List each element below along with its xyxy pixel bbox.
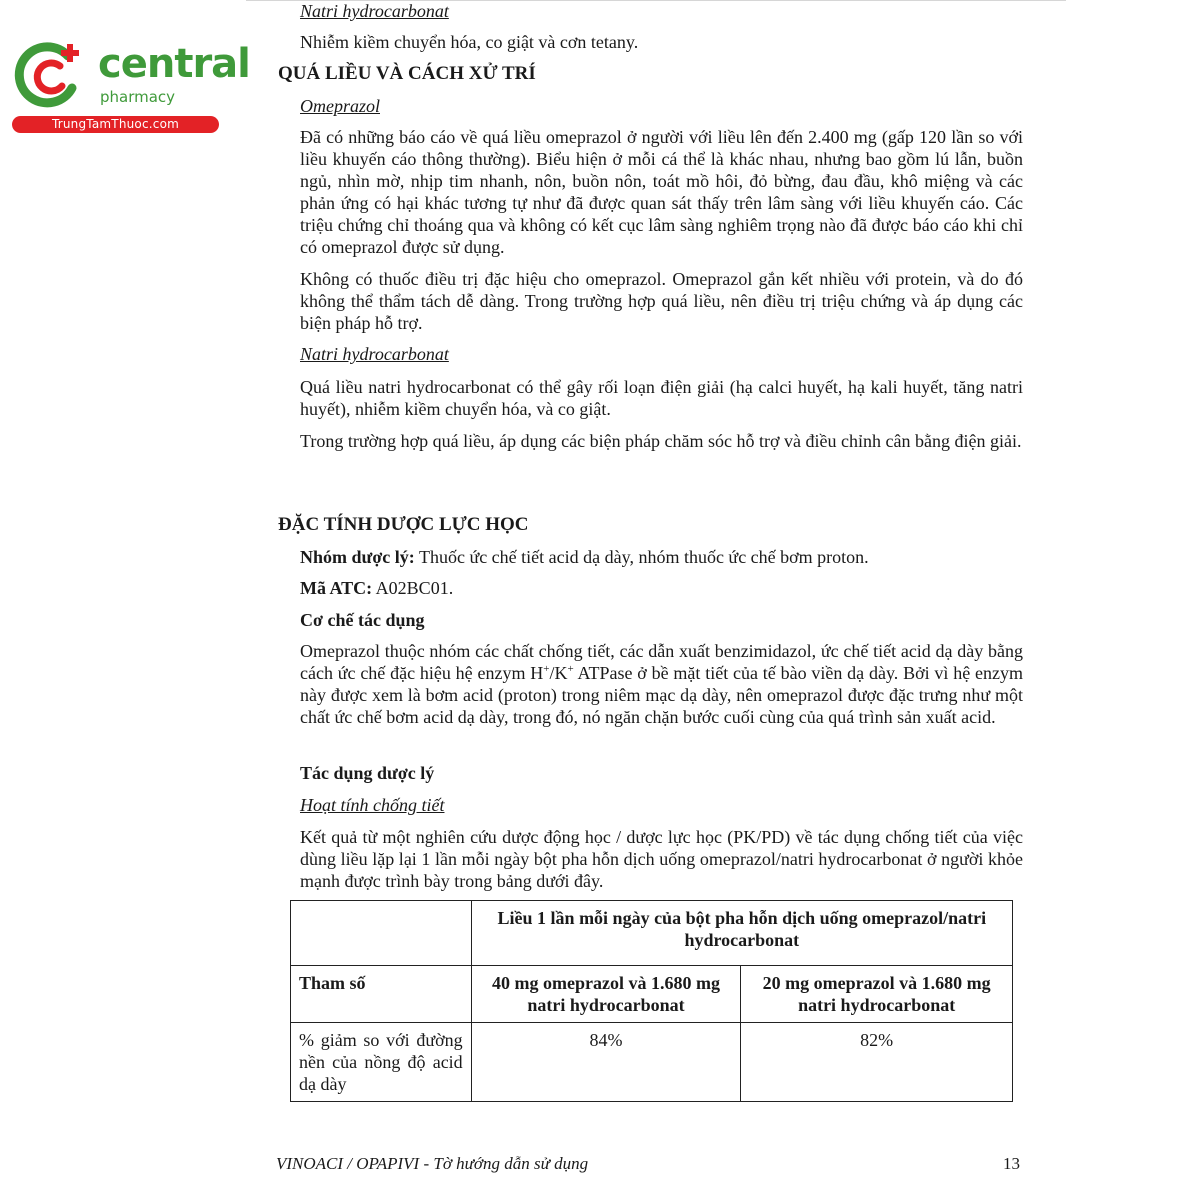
mechanism-paragraph [300, 640, 1023, 728]
brand-site-bar[interactable]: TrungTamThuoc.com [12, 116, 219, 133]
mechanism-sup-2: + [567, 663, 574, 675]
atc-code-line [300, 577, 453, 599]
natri-subheading-1: Natri hydrocarbonat [300, 1, 449, 21]
mechanism-text-b: /K [549, 663, 568, 683]
table-value-20mg: 82% [741, 1023, 1013, 1102]
natri-effect-text: Nhiễm kiềm chuyển hóa, co giật và cơn tetany. [300, 32, 639, 52]
brand-name: central [98, 41, 250, 87]
mechanism-text-c: ATPase ở bề mặt tiết của tế bào viền dạ dày. Bởi vì hệ enzym này được xem là bơm acid (proton) trong niêm mạc dạ dày, nên omeprazol được đặc trưng như một chất ức chế bơm acid dạ dày, trong đó, nó ngăn chặn bước cuối cùng của quá trình sản xuất acid. [300, 663, 1023, 727]
antisecretory-results-table [290, 900, 1013, 1102]
table-param-label: Tham số [291, 966, 472, 1023]
table-row [291, 901, 1013, 966]
pharmacologic-effects-heading: Tác dụng dược lý [300, 763, 435, 783]
pharmacodynamics-heading: ĐẶC TÍNH DƯỢC LỰC HỌC [278, 514, 529, 535]
table-cell-empty [291, 901, 472, 966]
overdose-heading: QUÁ LIỀU VÀ CÁCH XỬ TRÍ [278, 63, 536, 84]
mechanism-sup-1: + [543, 663, 550, 675]
drug-group-label: Nhóm dược lý: [300, 547, 415, 567]
atc-label: Mã ATC: [300, 578, 373, 598]
natri-subheading-2: Natri hydrocarbonat [300, 344, 449, 364]
overdose-paragraph-2: Không có thuốc điều trị đặc hiệu cho omeprazol. Omeprazol gắn kết nhiều với protein, và do đó không thể thẩm tách dễ dàng. Trong trường hợp quá liều, nên điều trị triệu chứng và áp dụng các biện pháp hỗ trợ. [300, 269, 1023, 333]
table-row-label: % giảm so với đường nền của nồng độ acid dạ dày [291, 1023, 472, 1102]
overdose-paragraph-3: Quá liều natri hydrocarbonat có thể gây rối loạn điện giải (hạ calci huyết, hạ kali huyết, tăng natri huyết), nhiễm kiềm chuyển hóa, và co giật. [300, 377, 1023, 419]
atc-value: A02BC01. [372, 578, 454, 598]
footer-document-title: VINOACI / OPAPIVI - Tờ hướng dẫn sử dụng [276, 1154, 589, 1173]
table-dose-header: Liều 1 lần mỗi ngày của bột pha hỗn dịch uống omeprazol/natri hydrocarbonat [471, 901, 1012, 966]
study-paragraph: Kết quả từ một nghiên cứu dược động học / dược lực học (PK/PD) về tác dụng chống tiết của việc dùng liều lặp lại 1 lần mỗi ngày bột pha hỗn dịch uống omeprazol/natri hydrocarbonat ở người khỏe mạnh được trình bày trong bảng dưới đây. [300, 827, 1023, 891]
table-col-20mg: 20 mg omeprazol và 1.680 mg natri hydrocarbonat [741, 966, 1013, 1023]
table-row [291, 966, 1013, 1023]
brand-subtitle: pharmacy [100, 88, 176, 106]
mechanism-text-a: Omeprazol thuộc nhóm các chất chống tiết, các dẫn xuất benzimidazol, ức chế tiết acid dạ dày bằng cách ức chế đặc hiệu hệ enzym H [300, 641, 1023, 683]
mechanism-heading: Cơ chế tác dụng [300, 610, 425, 630]
drug-group-line [300, 546, 869, 568]
overdose-paragraph-4: Trong trường hợp quá liều, áp dụng các biện pháp chăm sóc hỗ trợ và điều chỉnh cân bằng điện giải. [300, 431, 1022, 451]
table-value-40mg: 84% [471, 1023, 741, 1102]
antisecretory-subheading: Hoạt tính chống tiết [300, 795, 445, 815]
central-pharmacy-logo-icon [10, 36, 90, 116]
brand-logo[interactable] [10, 36, 250, 136]
page-number: 13 [1003, 1154, 1020, 1173]
table-row [291, 1023, 1013, 1102]
overdose-paragraph-1: Đã có những báo cáo về quá liều omeprazol ở người với liều lên đến 2.400 mg (gấp 120 lần so với liều khuyến cáo thông thường). Biểu hiện ở mỗi cá thể là khác nhau, nhưng bao gồm lú lẫn, buồn ngủ, nhìn mờ, nhịp tim nhanh, nôn, buồn nôn, toát mồ hôi, đỏ bừng, đau đầu, khô miệng và các phản ứng có hại khác tương tự như đã được quan sát thấy trên lâm sàng với liều khuyến cáo. Các triệu chứng chỉ thoáng qua và không có kết cục lâm sàng nghiêm trọng nào đã được báo cáo khi chỉ có omeprazol được sử dụng. [300, 127, 1023, 257]
drug-group-value: Thuốc ức chế tiết acid dạ dày, nhóm thuốc ức chế bơm proton. [414, 547, 869, 567]
omeprazol-subheading: Omeprazol [300, 96, 380, 116]
table-col-40mg: 40 mg omeprazol và 1.680 mg natri hydrocarbonat [471, 966, 741, 1023]
